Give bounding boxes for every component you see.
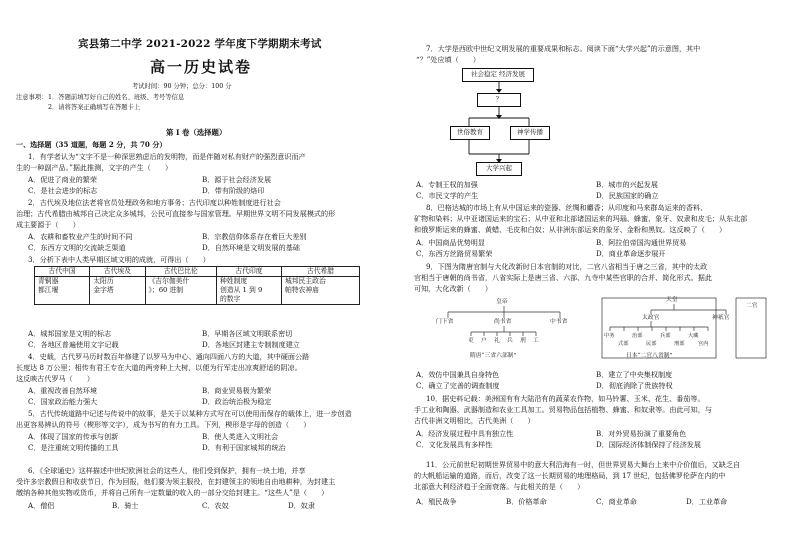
fig-node-3: 治部 xyxy=(632,333,643,339)
q1-option-b: B．源于社会经济发展 xyxy=(202,175,272,184)
fig-node-rites: 礼 xyxy=(494,338,500,344)
q3-cell: 《吉尔伽美什 》；60 进制 xyxy=(145,277,217,305)
fig-node-6: 刑部 xyxy=(674,341,685,347)
q9-option-b: B．建立了中央集权制度 xyxy=(596,370,673,379)
q4-option-a: A．重视改善自然环境 xyxy=(28,386,97,395)
q4-line-2: 长度达 8 万公里；相传有君王专在大道的两旁种上大树，以便为行军走出凉爽舒适的阴凉。 xyxy=(16,363,302,372)
q3-header-cell: 古代埃及 xyxy=(90,267,145,277)
fig-node-emperor: 皇帝 xyxy=(496,299,508,305)
q1-line-2: 生的一种副产品。”据此推测，文字的产生（ ） xyxy=(16,163,173,172)
notice-label: 注意事项： xyxy=(16,94,48,101)
fig-node-4: 民部 xyxy=(646,341,657,347)
q3-option-a: A．城邦国家是文明的标志 xyxy=(28,329,112,338)
q6-line-2: 受许多宗教假日和收获节日，作为回报，他们要为领主服役，在封建领主的领地自由地耕种，为封建主 xyxy=(16,477,336,486)
q3-header-cell: 古代巴比伦 xyxy=(145,267,217,277)
q1-option-c: C．是社会进步的标志 xyxy=(28,186,98,195)
q4-option-d: D．政治统治极为稳定 xyxy=(202,397,272,406)
fig-node-1: 中务 xyxy=(604,333,615,339)
fig-node-5: 兵部 xyxy=(660,333,671,339)
q8-line-1: 8．巴格达城的市场上有从中国运来的瓷器、丝绸和麝香；从印度和马来群岛运来的香料、 xyxy=(426,203,708,212)
q3-cell: 种姓制度 创造从 1 到 9 的数字 xyxy=(217,277,282,305)
q2-line-3: 成主要源于（ ） xyxy=(16,220,80,229)
q8-option-a: A．中国商品优势明显 xyxy=(416,238,485,247)
q10-line-1: 10．据史料记载：美洲国有有大陆沿有的蔬菜农作物，如马铃薯、玉米、花生、番茄等。 xyxy=(426,394,705,403)
q5-option-d: D．有利于国家城邦的统治 xyxy=(202,443,286,452)
q6-option-d: D．奴隶 xyxy=(288,501,315,510)
notice-2: 2．请将答案正确填写在答题卡上 xyxy=(48,104,141,111)
fig-node-menxia: 门下省 xyxy=(436,319,454,325)
q4-option-b: B．商业贸易极为繁荣 xyxy=(202,386,272,395)
diagram-bottom-box: 大学兴起 xyxy=(476,162,522,176)
q3-option-b: B．早期各区域文明联系密切 xyxy=(202,329,293,338)
q11-line-3: 北部意大利经济趋于全面衰落。与此相关的是（ ） xyxy=(414,482,585,491)
fig-node-dajokan: 太政官 xyxy=(642,315,660,321)
table-row xyxy=(35,267,360,277)
exam-subtitle: 高一历史试卷 xyxy=(150,58,253,76)
q2-line-2: 治理；古代希腊由城邦自己决定众多城邦，公民可直接参与国家管理。早期世界文明不同发展模式的形 xyxy=(16,209,336,218)
section-instruction: 一、选择题（35 道题，每题 2 分，共 70 分） xyxy=(16,140,167,149)
q2-option-b: B．宗教信仰体系存在着巨大差别 xyxy=(202,232,307,241)
fig-node-shangshu: 尚书省 xyxy=(494,319,512,325)
section-title: 第 I 卷（选择题） xyxy=(166,128,227,137)
fig-node-tenno: 天皇 xyxy=(666,297,678,303)
q1-option-a: A．促进了商业的繁荣 xyxy=(28,175,97,184)
q8-line-3: 和俄罗斯运来的蜂蜜、黄蜡、毛皮和白奴；从非洲东部运来的象牙、金粉和黑奴。这反映了（ ） xyxy=(414,225,727,234)
q7-option-b: B．城市的兴起发展 xyxy=(596,180,658,189)
fig-right-caption: 日本“二官八省制” xyxy=(626,353,673,359)
exam-title: 宾县第二中学 2021-2022 学年度下学期期末考试 xyxy=(78,38,322,50)
q6-option-a: A．僧侣 xyxy=(28,501,55,510)
q6-option-c: C．农奴 xyxy=(202,501,229,510)
fig-node-2: 式部 xyxy=(618,341,629,347)
q3-header-cell: 古代中国 xyxy=(35,267,90,277)
q3-table xyxy=(34,266,360,305)
q2-option-a: A．农耕和畜牧业产生的时间不同 xyxy=(28,232,133,241)
exam-info: 考试时间：90 分钟；总分：100 分 xyxy=(132,83,232,90)
diagram-left-box: 世俗教育 xyxy=(450,126,490,140)
q3-header-cell: 古代希腊 xyxy=(282,267,360,277)
q3-cell: 城邦民主政治 帕特农神庙 xyxy=(282,277,360,305)
fig-node-xing: 刑 xyxy=(520,338,526,344)
q4-line-1: 4．史载，古代罗马历时数百年修建了以罗马为中心、通向四面八方的大道，其中硬面公路 xyxy=(28,352,310,361)
fig-node-bing: 兵 xyxy=(507,338,513,344)
q7-option-d: D．民族国家的确立 xyxy=(596,191,659,200)
q6-option-b: B．骑士 xyxy=(112,501,139,510)
q11-option-a: A．殖民战争 xyxy=(416,497,457,506)
q11-line-1: 11．公元前世纪初期世界贸易中的意大利沿海有一时，但世界贸易大舞台上来中介价值后，又缺乏自 xyxy=(426,460,741,469)
diagram-right-box: 神学传播 xyxy=(510,126,550,140)
q10-line-2: 手工业和陶器、武器制造和农业工具加工。贸易物品包括植物、蜂蜜、和奴隶等。由此可知，与 xyxy=(414,405,712,414)
q9-line-1: 9．下图为隋唐官制与大化改新时日本官制的对比，二官八省相当于唐之三省，其中的太政 xyxy=(426,262,708,271)
q7-option-a: A．专制王权的加强 xyxy=(416,180,478,189)
q2-line-1: 2．古代埃及地位法老将官员处理政务和地方事务；古代印度以种姓制度进行社会 xyxy=(28,198,281,207)
q10-option-a: A．经济发展过程中具有独立性 xyxy=(416,429,514,438)
q8-option-c: C．东西方丝路贸易繁荣 xyxy=(416,249,493,258)
q9-line-3: 可知，大化改新（ ） xyxy=(414,284,493,293)
q3-header-cell: 古代印度 xyxy=(217,267,282,277)
q11-option-c: C．商业革命 xyxy=(596,497,637,506)
q8-option-b: B．阿拉伯帝国沟通世界贸易 xyxy=(596,238,687,247)
q5-option-b: B．使人类进入文明社会 xyxy=(202,432,279,441)
q6-line-3: 缴纳各种其他实物或货币，并将自己所有一定数量的收入的一部分交给封建主。“这些人”是（ ） xyxy=(16,488,329,497)
q5-option-c: C．是注重统文明传播的工具 xyxy=(28,443,119,452)
q8-option-d: D．商业革命逐步展开 xyxy=(596,249,666,258)
q9-option-d: D．彻底消除了贵族特权 xyxy=(596,381,673,390)
q7-line-2: “？”处应填（ ） xyxy=(416,55,481,64)
fig-node-7: 大藏 xyxy=(688,333,699,339)
fig-node-li: 吏 xyxy=(468,338,474,344)
q7-line-1: 7．大学是西欧中世纪文明发展的重要成果和标志。阅读下面“大学兴起”的示意图，其中 xyxy=(426,44,701,53)
q3-cell: 青铜器 都江堰 xyxy=(35,277,90,305)
table-row xyxy=(35,277,360,305)
fig-node-zhongshu: 中书省 xyxy=(550,319,568,325)
q11-line-2: 的大帆船运输的道路，而后，改变了这一长期贸易的地理格局，到 17 世纪，包括佛罗伦萨在内的中 xyxy=(414,471,726,480)
q11-option-d: D．工业革命 xyxy=(686,497,728,506)
fig-node-hu: 户 xyxy=(481,338,487,344)
q9-option-a: A．效仿中国兼具自身特色 xyxy=(416,370,500,379)
q6-line-1: 6．《全球通史》这样描述中世纪欧洲社会的这些人，他们受到保护，拥有一块土地，并享 xyxy=(28,466,306,475)
fig-node-8: 宫内 xyxy=(698,341,709,347)
q1-option-d: D．带有阶级的烙印 xyxy=(202,186,265,195)
fig-left-caption: 隋唐“三省六部制” xyxy=(470,353,517,359)
fig-node-jingikan: 神祇官 xyxy=(712,315,730,321)
diagram-top-box: 社会稳定 经济发展 xyxy=(462,68,534,82)
q4-option-c: C．国家政治能力强大 xyxy=(28,397,98,406)
q10-line-3: 古代非洲文明相比，古代美洲（ ） xyxy=(414,416,535,425)
q5-option-a: A．体现了国家的传承与创新 xyxy=(28,432,119,441)
q2-option-d: D．自然环境是文明发展的基础 xyxy=(202,243,300,252)
notice-1: 1．答题前填写好自己的姓名、班级、考号等信息 xyxy=(48,94,185,101)
q2-option-c: C．东西方文明的交流缺乏渠道 xyxy=(28,243,126,252)
q8-line-2: 矿物和染料；从中亚诸国运来的宝石；从中亚和北部诸国运来的玛瑙、蜂蜜、象牙、奴隶和皮毛；从东北部 xyxy=(414,214,748,223)
q5-line-2: 出更容易辨认的符号（楔形等文字），成为书写的有力工具。下列，楔形是字母的创造（ ） xyxy=(16,420,311,429)
diagram-question-box: ？ xyxy=(477,93,521,107)
q10-option-b: B．对外贸易扮演了重要角色 xyxy=(596,429,687,438)
q9-line-2: 官相当于唐朝的尚书省，八省实际上是唐三省、六部、九寺中某些官职的合并、简化形式。据此 xyxy=(414,273,712,282)
q3-cell: 太阳历 金字塔 xyxy=(90,277,145,305)
q3-option-d: D．各地区封建主专制制度建立 xyxy=(202,340,300,349)
q7-option-c: C．市民文学的产生 xyxy=(416,191,479,200)
q3-option-c: C．各地区普遍使用文字记载 xyxy=(28,340,119,349)
q10-option-d: D．国际经济体制保持了经济发展 xyxy=(596,440,701,449)
q1-line-1: 1．有学者认为“文字不是一种深思熟虑后的发明物，而是伴随对私有财产的强烈意识而产 xyxy=(28,152,306,161)
q4-line-3: 这反映古代罗马（ ） xyxy=(16,374,95,383)
q11-option-b: B．价格革命 xyxy=(506,497,547,506)
q5-line-1: 5．古代传统道路中记述与传说中的故事，是关于以某种方式写在可以使用而保存的载体上，进一步创造 xyxy=(28,409,352,418)
fig-node-gong: 工 xyxy=(533,338,539,344)
q10-option-c: C．文化发展具有多样性 xyxy=(416,440,493,449)
q9-option-c: C．确立了完善的调查制度 xyxy=(416,381,500,390)
q3-stem: 3．分析下表中人类早期区域文明的成就，可得出（ ） xyxy=(28,255,210,264)
fig-node-erkan: 二官 xyxy=(746,303,758,309)
